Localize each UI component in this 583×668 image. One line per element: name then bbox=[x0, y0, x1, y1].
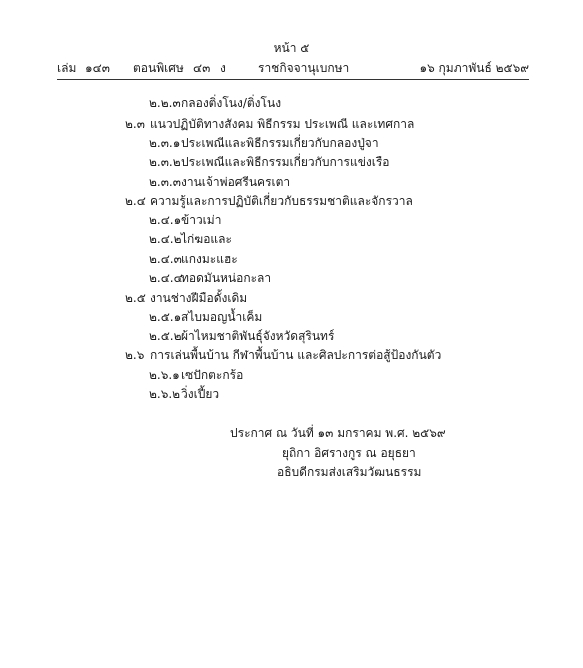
signatory-position: อธิบดีกรมส่งเสริมวัฒนธรรม bbox=[277, 465, 422, 479]
item-text: ทอดมันหน่อกะลา bbox=[181, 271, 272, 285]
item-number: ๒.๓ bbox=[125, 117, 145, 131]
list-item bbox=[149, 251, 449, 267]
list-item bbox=[149, 386, 449, 402]
list-item bbox=[149, 135, 449, 151]
item-number: ๒.๔.๒ bbox=[149, 232, 182, 246]
item-text: ประเพณีและพิธีกรรมเกี่ยวกับกลองปู่จา bbox=[181, 136, 379, 150]
item-text: งานเจ้าพ่อศรีนครเตา bbox=[181, 175, 291, 189]
section-label: ตอนพิเศษ bbox=[133, 61, 184, 75]
item-text: สไบมอญน้ำเค็ม bbox=[181, 310, 263, 324]
item-number: ๒.๓.๓ bbox=[149, 175, 181, 189]
list-item bbox=[149, 174, 449, 190]
announcement-date: ประกาศ ณ วันที่ ๑๓ มกราคม พ.ศ. ๒๕๖๙ bbox=[230, 426, 446, 440]
list-item bbox=[149, 154, 449, 170]
item-number: ๒.๔.๑ bbox=[149, 213, 182, 227]
list-item bbox=[149, 328, 449, 344]
item-text: เซปักตะกร้อ bbox=[181, 368, 244, 382]
item-text: ความรู้และการปฏิบัติเกี่ยวกับธรรมชาติและจักรวาล bbox=[150, 194, 413, 208]
list-item bbox=[125, 347, 455, 363]
signatory-name: ยุถิกา อิศรางกูร ณ อยุธยา bbox=[282, 446, 416, 460]
item-text: แกงมะแฮะ bbox=[181, 252, 238, 266]
gazette-date: ๑๖ กุมภาพันธ์ ๒๕๖๙ bbox=[419, 61, 529, 75]
item-text: งานช่างฝีมือดั้งเดิม bbox=[150, 291, 248, 305]
item-text: ประเพณีและพิธีกรรมเกี่ยวกับการแข่งเรือ bbox=[181, 155, 390, 169]
item-number: ๒.๖.๒ bbox=[149, 387, 181, 401]
item-number: ๒.๔ bbox=[125, 194, 146, 208]
item-number: ๒.๔.๔ bbox=[149, 271, 183, 285]
part-number: ๔๓ bbox=[193, 61, 211, 75]
list-item bbox=[149, 231, 449, 247]
item-number: ๒.๕.๑ bbox=[149, 310, 182, 324]
item-text: แนวปฏิบัติทางสังคม พิธีกรรม ประเพณี และเทศกาล bbox=[150, 117, 415, 131]
item-number: ๒.๕.๒ bbox=[149, 329, 182, 343]
item-text: ผ้าไหมชาติพันธุ์จังหวัดสุรินทร์ bbox=[181, 329, 335, 343]
item-text: ไก่ฆอและ bbox=[181, 232, 232, 246]
item-text: กลองติ่งโนง/ติ่งโนง bbox=[181, 96, 282, 110]
item-number: ๒.๓.๒ bbox=[149, 155, 181, 169]
item-text: การเล่นพื้นบ้าน กีฬาพื้นบ้าน และศิลปะการต่อสู้ป้องกันตัว bbox=[150, 348, 442, 362]
list-item bbox=[149, 309, 449, 325]
gazette-header bbox=[57, 59, 529, 77]
gazette-name: ราชกิจจานุเบกษา bbox=[258, 61, 350, 75]
list-item bbox=[125, 290, 455, 306]
item-number: ๒.๕ bbox=[125, 291, 146, 305]
item-number: ๒.๓.๑ bbox=[149, 136, 181, 150]
list-item bbox=[149, 270, 449, 286]
item-number: ๒.๖.๑ bbox=[149, 368, 180, 382]
item-number: ๒.๖ bbox=[125, 348, 145, 362]
volume-label: เล่ม bbox=[57, 61, 77, 75]
header-divider bbox=[57, 79, 529, 80]
list-item bbox=[149, 95, 449, 111]
list-item bbox=[125, 193, 455, 209]
item-number: ๒.๒.๓ bbox=[149, 96, 181, 110]
page-number: หน้า ๕ bbox=[273, 41, 310, 55]
item-number: ๒.๔.๓ bbox=[149, 252, 182, 266]
part-letter: ง bbox=[220, 61, 226, 75]
list-item bbox=[149, 212, 449, 228]
item-text: วิ่งเปี้ยว bbox=[181, 387, 220, 401]
list-item bbox=[125, 116, 455, 132]
item-text: ข้าวเม่า bbox=[181, 213, 222, 227]
volume-number: ๑๔๓ bbox=[85, 61, 110, 75]
list-item bbox=[149, 367, 449, 383]
